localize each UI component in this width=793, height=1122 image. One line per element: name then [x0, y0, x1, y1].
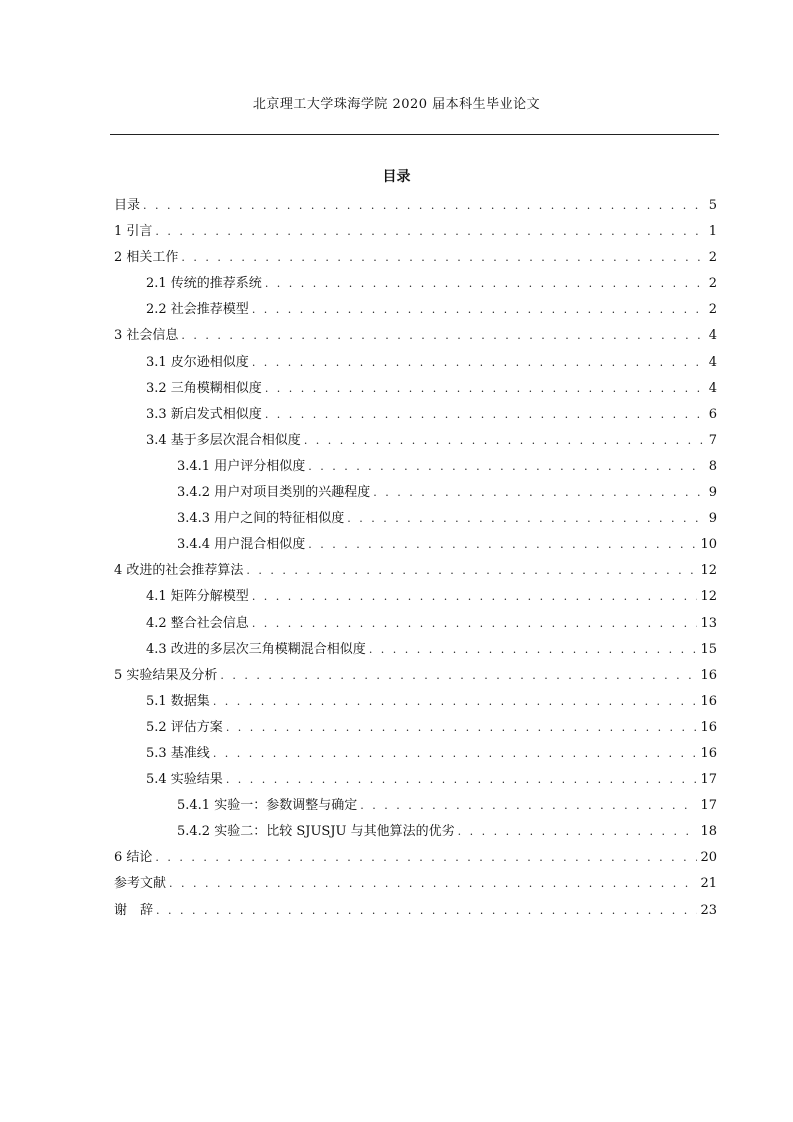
toc-entry-page: 6 — [708, 406, 717, 422]
toc-entry-label: 4 改进的社会推荐算法 — [114, 563, 244, 579]
toc-title: 目录 — [382, 169, 411, 185]
toc-entry-label: 5.2 评估方案 — [146, 719, 223, 735]
toc-entry[interactable] — [114, 795, 717, 821]
toc-entry[interactable] — [114, 743, 717, 769]
toc-leader — [252, 352, 704, 374]
toc-leader — [156, 900, 697, 922]
toc-leader — [458, 821, 698, 843]
toc-leader — [265, 404, 704, 426]
toc-entry-page: 23 — [700, 902, 717, 918]
toc-leader — [373, 482, 704, 504]
toc-entry-page: 15 — [700, 641, 717, 657]
toc-entry-label: 6 结论 — [114, 850, 153, 866]
toc-entry-page: 17 — [700, 798, 717, 814]
toc-leader — [181, 325, 704, 347]
toc-entry-page: 5 — [708, 198, 717, 213]
toc-entry[interactable] — [114, 221, 717, 247]
toc-entry-label: 3 社会信息 — [114, 328, 179, 344]
toc-entry-label: 5.4 实验结果 — [146, 772, 223, 788]
toc-leader — [169, 873, 697, 895]
toc-entry-page: 10 — [700, 537, 717, 553]
toc-leader — [347, 508, 704, 530]
toc-entry[interactable] — [114, 195, 717, 221]
toc-entry-page: 16 — [700, 667, 717, 683]
toc-entry[interactable] — [114, 299, 717, 325]
toc-entry[interactable] — [114, 821, 717, 847]
toc-entry[interactable] — [114, 273, 717, 299]
toc-entry[interactable] — [114, 613, 717, 639]
toc-leader — [252, 299, 704, 321]
toc-entry-label: 2.1 传统的推荐系统 — [146, 276, 262, 292]
toc-entry[interactable] — [114, 586, 717, 612]
toc-entry-label: 3.1 皮尔逊相似度 — [146, 354, 249, 370]
toc-leader — [226, 717, 698, 739]
toc-entry[interactable] — [114, 873, 717, 899]
toc-list — [114, 195, 717, 926]
toc-entry-label: 目录 — [114, 198, 141, 213]
toc-entry[interactable] — [114, 404, 717, 430]
header-rule — [110, 134, 719, 135]
toc-entry-page: 2 — [708, 250, 717, 266]
toc-leader — [143, 195, 704, 217]
toc-entry[interactable] — [114, 639, 717, 665]
toc-entry-label: 5.3 基准线 — [146, 745, 210, 761]
toc-leader — [265, 273, 704, 295]
toc-entry-label: 3.4 基于多层次混合相似度 — [146, 432, 301, 448]
toc-entry-label: 4.2 整合社会信息 — [146, 615, 249, 631]
toc-entry-page: 18 — [700, 824, 717, 840]
toc-entry-label: 5.4.1 实验一：参数调整与确定 — [177, 798, 358, 814]
toc-entry[interactable] — [114, 665, 717, 691]
toc-entry-label: 3.3 新启发式相似度 — [146, 406, 262, 422]
toc-entry-label: 谢 辞 — [114, 902, 154, 918]
toc-leader — [181, 247, 704, 269]
toc-entry[interactable] — [114, 352, 717, 378]
toc-entry-label: 参考文献 — [114, 876, 167, 892]
toc-entry-page: 16 — [700, 693, 717, 709]
toc-entry[interactable] — [114, 560, 717, 586]
toc-entry[interactable] — [114, 456, 717, 482]
toc-leader — [308, 534, 697, 556]
toc-leader — [252, 613, 698, 635]
toc-entry[interactable] — [114, 430, 717, 456]
toc-entry[interactable] — [114, 482, 717, 508]
toc-leader — [246, 560, 697, 582]
toc-entry-page: 16 — [700, 719, 717, 735]
toc-entry-page: 8 — [708, 458, 717, 474]
toc-leader — [155, 847, 697, 869]
toc-entry-page: 9 — [708, 485, 717, 501]
toc-leader — [369, 639, 698, 661]
toc-entry-page: 12 — [700, 563, 717, 579]
toc-entry-page: 17 — [700, 772, 717, 788]
toc-leader — [226, 769, 698, 791]
toc-entry-label: 2.2 社会推荐模型 — [146, 302, 249, 318]
toc-entry-label: 5.1 数据集 — [146, 693, 210, 709]
toc-entry[interactable] — [114, 847, 717, 873]
toc-entry-page: 4 — [708, 328, 717, 344]
toc-entry[interactable] — [114, 534, 717, 560]
toc-entry-label: 2 相关工作 — [114, 250, 179, 266]
toc-leader — [220, 665, 697, 687]
toc-entry[interactable] — [114, 378, 717, 404]
toc-entry[interactable] — [114, 508, 717, 534]
toc-entry[interactable] — [114, 691, 717, 717]
toc-entry-page: 20 — [700, 850, 717, 866]
toc-entry-page: 9 — [708, 511, 717, 527]
toc-entry-page: 4 — [708, 354, 717, 370]
toc-entry[interactable] — [114, 325, 717, 351]
page-header: 北京理工大学珠海学院 2020 届本科生毕业论文 — [252, 97, 541, 112]
toc-leader — [213, 691, 698, 713]
toc-entry[interactable] — [114, 717, 717, 743]
toc-entry-label: 3.4.3 用户之间的特征相似度 — [177, 511, 345, 527]
toc-leader — [308, 456, 704, 478]
toc-entry-label: 4.1 矩阵分解模型 — [146, 589, 249, 605]
toc-entry-label: 3.2 三角模糊相似度 — [146, 380, 262, 396]
toc-entry-label: 1 引言 — [114, 224, 153, 240]
toc-entry-label: 3.4.1 用户评分相似度 — [177, 458, 306, 474]
toc-entry-label: 5.4.2 实验二：比较 SJUSJU 与其他算法的优劣 — [177, 824, 455, 840]
toc-entry[interactable] — [114, 900, 717, 926]
toc-entry-page: 7 — [708, 432, 717, 448]
toc-entry-page: 2 — [708, 276, 717, 292]
toc-entry-page: 16 — [700, 745, 717, 761]
toc-leader — [155, 221, 704, 243]
toc-leader — [304, 430, 704, 452]
toc-entry-label: 4.3 改进的多层次三角模糊混合相似度 — [146, 641, 366, 657]
toc-leader — [265, 378, 704, 400]
toc-entry[interactable] — [114, 247, 717, 273]
toc-leader — [252, 586, 698, 608]
toc-entry-page: 4 — [708, 380, 717, 396]
toc-leader — [213, 743, 698, 765]
toc-entry-page: 21 — [700, 876, 717, 892]
toc-entry-label: 5 实验结果及分析 — [114, 667, 218, 683]
toc-leader — [360, 795, 697, 817]
toc-entry-label: 3.4.4 用户混合相似度 — [177, 537, 306, 553]
toc-entry-label: 3.4.2 用户对项目类别的兴趣程度 — [177, 485, 371, 501]
toc-entry-page: 12 — [700, 589, 717, 605]
toc-entry-page: 1 — [708, 224, 717, 240]
toc-entry-page: 13 — [700, 615, 717, 631]
toc-entry[interactable] — [114, 769, 717, 795]
toc-entry-page: 2 — [708, 302, 717, 318]
